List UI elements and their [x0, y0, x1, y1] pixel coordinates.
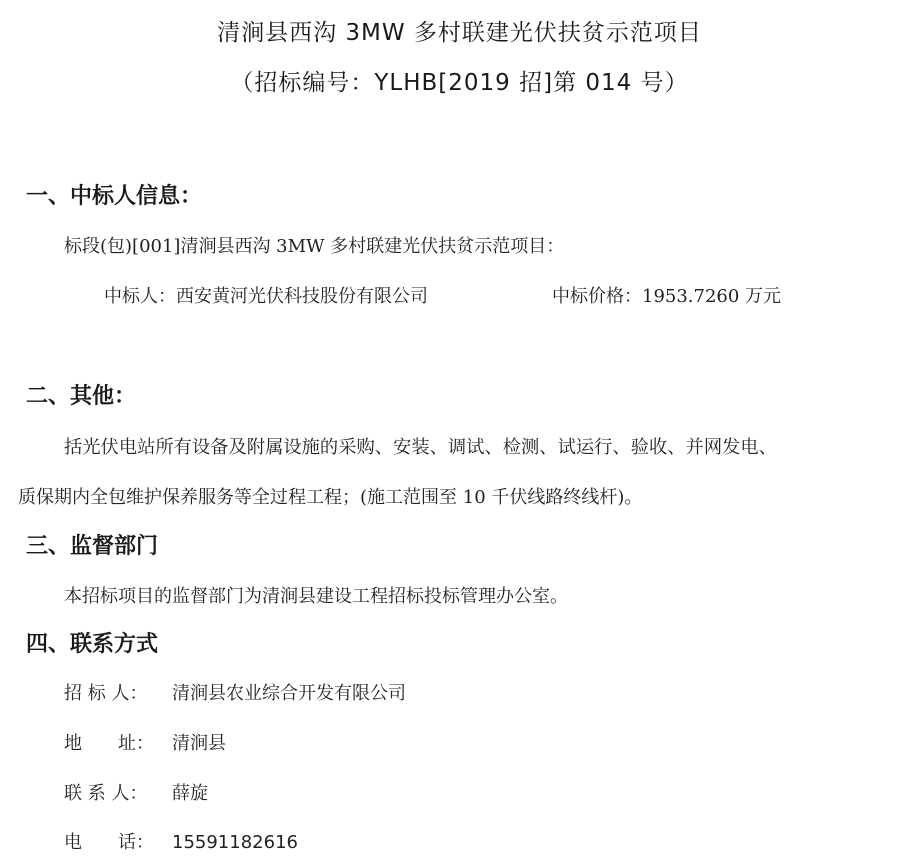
- contact-label-person: 联 系 人：: [64, 783, 148, 804]
- contact-item: [64, 685, 406, 703]
- contact-value-tenderer: 清涧县农业综合开发有限公司: [172, 683, 406, 704]
- winning-bidder: 中标人：西安黄河光伏科技股份有限公司: [104, 286, 428, 307]
- tender-number: （招标编号：YLHB[2019 招]第 014 号）: [230, 70, 689, 96]
- section-heading-supervision: 三、监督部门: [26, 534, 159, 559]
- section-heading-other: 二、其他：: [26, 384, 137, 409]
- contact-item: [64, 735, 226, 753]
- section-heading-winner-info: 一、中标人信息：: [26, 184, 203, 209]
- winning-price: 中标价格：1953.7260 万元: [552, 286, 782, 307]
- supervision-text: 本招标项目的监督部门为清涧县建设工程招标投标管理办公室。: [64, 586, 568, 607]
- lot-description: 标段(包)[001]清涧县西沟 3MW 多村联建光伏扶贫示范项目：: [64, 236, 565, 257]
- section-heading-contact: 四、联系方式: [26, 632, 159, 657]
- other-text-line-2: 质保期内全包维护保养服务等全过程工程；(施工范围至 10 千伏线路终线杆)。: [18, 487, 643, 508]
- document-title: 清涧县西沟 3MW 多村联建光伏扶贫示范项目: [217, 20, 702, 46]
- contact-label-phone: 电 话：: [64, 832, 154, 853]
- contact-label-address: 地 址：: [64, 733, 154, 754]
- contact-label-tenderer: 招 标 人：: [64, 683, 148, 704]
- contact-value-address: 清涧县: [172, 733, 226, 754]
- contact-value-person: 薛旋: [172, 783, 208, 804]
- contact-value-phone: 15591182616: [172, 832, 298, 853]
- other-text-line-1: 括光伏电站所有设备及附属设施的采购、安装、调试、检测、试运行、验收、并网发电、: [64, 437, 777, 458]
- contact-item: [64, 834, 298, 852]
- contact-item: [64, 785, 208, 803]
